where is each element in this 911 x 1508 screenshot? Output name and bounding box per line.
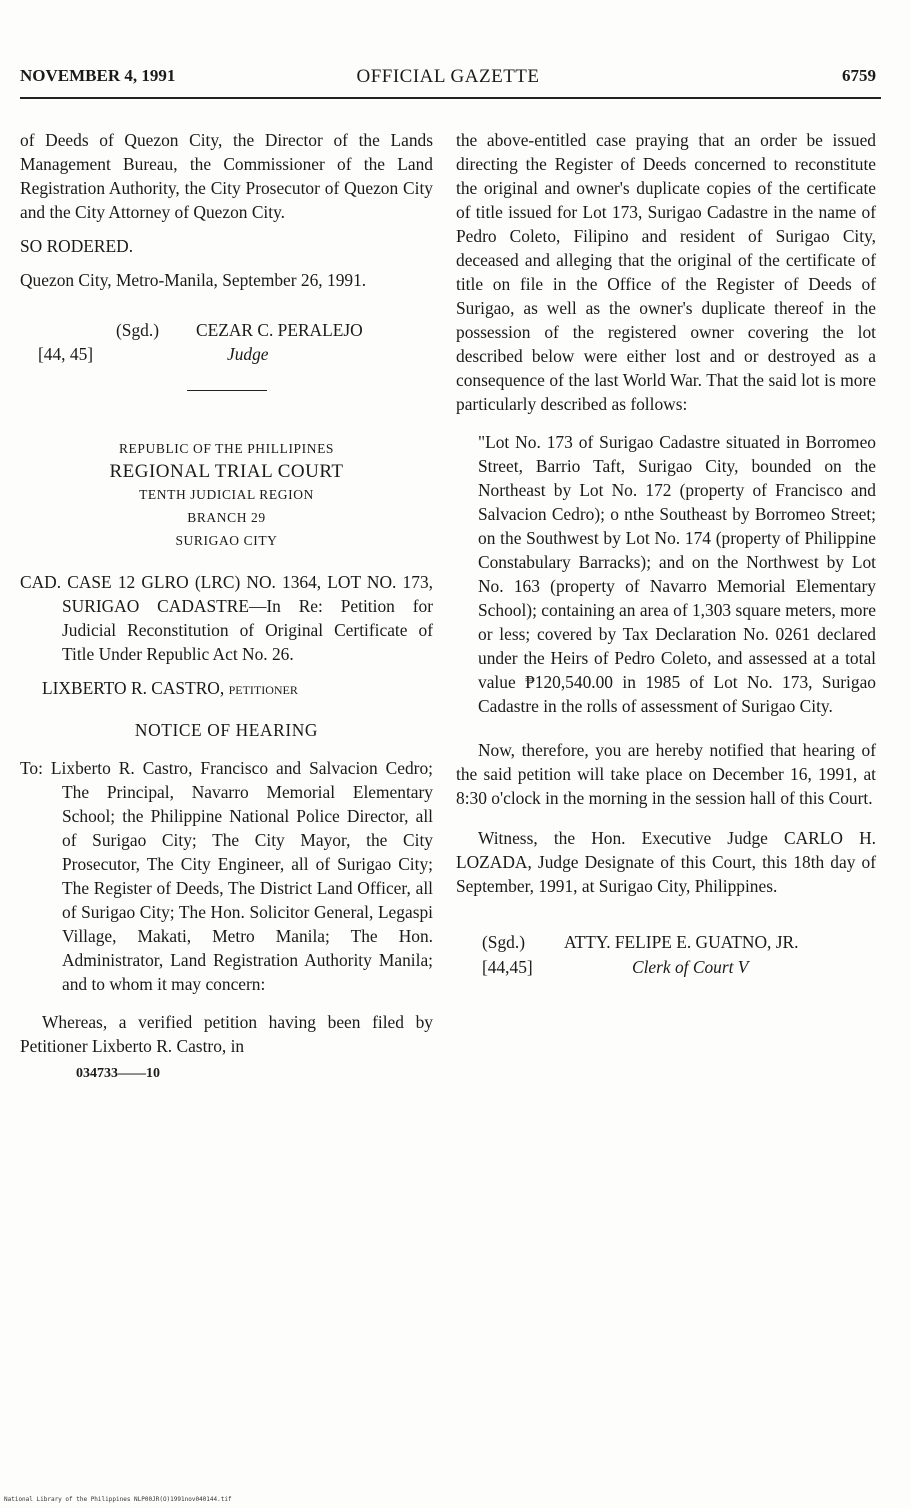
petition-description: the above-entitled case praying that an order be issued directing the Register of Deeds concerned to reconstitute the original and owner's duplicate copies of the certificate of title issued for Lot 173, Surigao Cadastre in the name of Pedro Coleto, Filipino and resident of Surigao City, deceased and alleging that the original of the certificate of title on file in the Office of the Register of Deeds of Surigao, as well as the owner's duplicate thereof in the possession of the registered owner covering the lot described below were either lost and or destroyed as a consequence of the last World War. That the said lot is more particularly described as follows:: [456, 130, 876, 414]
court-region: TENTH JUDICIAL REGION: [139, 487, 314, 502]
whereas-paragraph: Whereas, a verified petition having been filed by Petitioner Lixberto R. Castro, in: [20, 1012, 433, 1056]
header-page-number: 6759: [842, 66, 876, 85]
header-date: NOVEMBER 4, 1991: [20, 66, 176, 85]
so-ordered: SO RODERED.: [20, 236, 134, 256]
header-title: OFFICIAL GAZETTE: [356, 66, 540, 87]
clerk-title: Clerk of Court V: [632, 957, 749, 977]
notice-title: NOTICE OF HEARING: [134, 720, 319, 740]
header-rule: [20, 97, 881, 99]
sgd-label: (Sgd.): [482, 932, 525, 952]
witness-paragraph: Witness, the Hon. Executive Judge CARLO H. LOZADA, Judge Designate of this Court, this 18th day of September, 1991, at Surigao City, Philippines.: [456, 828, 876, 896]
judge-name: CEZAR C. PERALEJO: [196, 320, 363, 340]
addressees: To: Lixberto R. Castro, Francisco and Salvacion Cedro; The Principal, Navarro Memorial Elementary School; the Philippine National Police Director, all of Surigao City; The City Mayor, the City Prosecutor, The City Engineer, all of Surigao City; The Register of Deeds, The District Land Officer, all of Surigao City; The Hon. Solicitor General, Legaspi Village, Makati, Metro Manila; The Hon. Administrator, Land Registration Authority Manila; and to whom it may concern:: [20, 758, 433, 994]
right-column: [456, 128, 876, 982]
page-header: [20, 66, 876, 92]
ref-number: [44,45]: [482, 957, 533, 977]
lot-description-quote: "Lot No. 173 of Surigao Cadastre situated in Borromeo Street, Barrio Taft, Surigao City, bounded on the Northeast by Lot No. 172 (property of Francisco and Salvacion Cedro); o nthe Southeast by Borromeo Street; on the Southwest by Lot No. 174 (property of Philippine Constabulary Barracks); and on the Northwest by Lot No. 163 (property of Navarro Memorial Elementary School); containing an area of 1,303 square meters, more or less; covered by Tax Declaration No. 0261 declared under the Heirs of Pedro Coleto, and assessed at a total value ₱120,540.00 in 1985 of Lot No. 173, Surigao Cadastre in the rolls of assessment of Surigao City.: [478, 432, 876, 716]
place-date: Quezon City, Metro-Manila, September 26, 1991.: [20, 270, 367, 290]
hearing-notice-paragraph: Now, therefore, you are hereby notified that hearing of the said petition will take place on December 16, 1991, at 8:30 o'clock in the morning in the session hall of this Court.: [456, 740, 876, 808]
scan-footer: National Library of the Philippines NLP00JR(O)1991nov040144.tif: [4, 1496, 232, 1503]
sgd-label: (Sgd.): [116, 320, 159, 340]
print-code: 034733——10: [76, 1066, 160, 1081]
court-city: SURIGAO CITY: [175, 533, 278, 548]
court-branch: BRANCH 29: [187, 510, 266, 525]
ref-number: [44, 45]: [38, 344, 94, 364]
judge-title: Judge: [227, 344, 269, 364]
paragraph-recipients-cont: of Deeds of Quezon City, the Director of the Lands Management Bureau, the Commissioner of the Land Registration Authority, the City Prosecutor of Quezon City and the City Attorney of Quezon City.: [20, 130, 433, 222]
signature-block-clerk: [456, 930, 876, 982]
court-name: REGIONAL TRIAL COURT: [109, 461, 344, 482]
petitioner-line: LIXBERTO R. CASTRO, petitioner: [42, 678, 298, 698]
signature-block-judge: [20, 318, 433, 366]
section-divider: [187, 390, 267, 391]
case-caption: CAD. CASE 12 GLRO (LRC) NO. 1364, LOT NO. 173, SURIGAO CADASTRE—In Re: Petition for Judicial Reconstitution of Original Certificate of Title Under Republic Act No. 26.: [20, 572, 433, 664]
left-column: [20, 128, 433, 1086]
court-heading: [20, 437, 433, 552]
court-republic: REPUBLIC OF THE PHILLIPINES: [118, 441, 335, 456]
clerk-name: ATTY. FELIPE E. GUATNO, JR.: [564, 932, 799, 952]
